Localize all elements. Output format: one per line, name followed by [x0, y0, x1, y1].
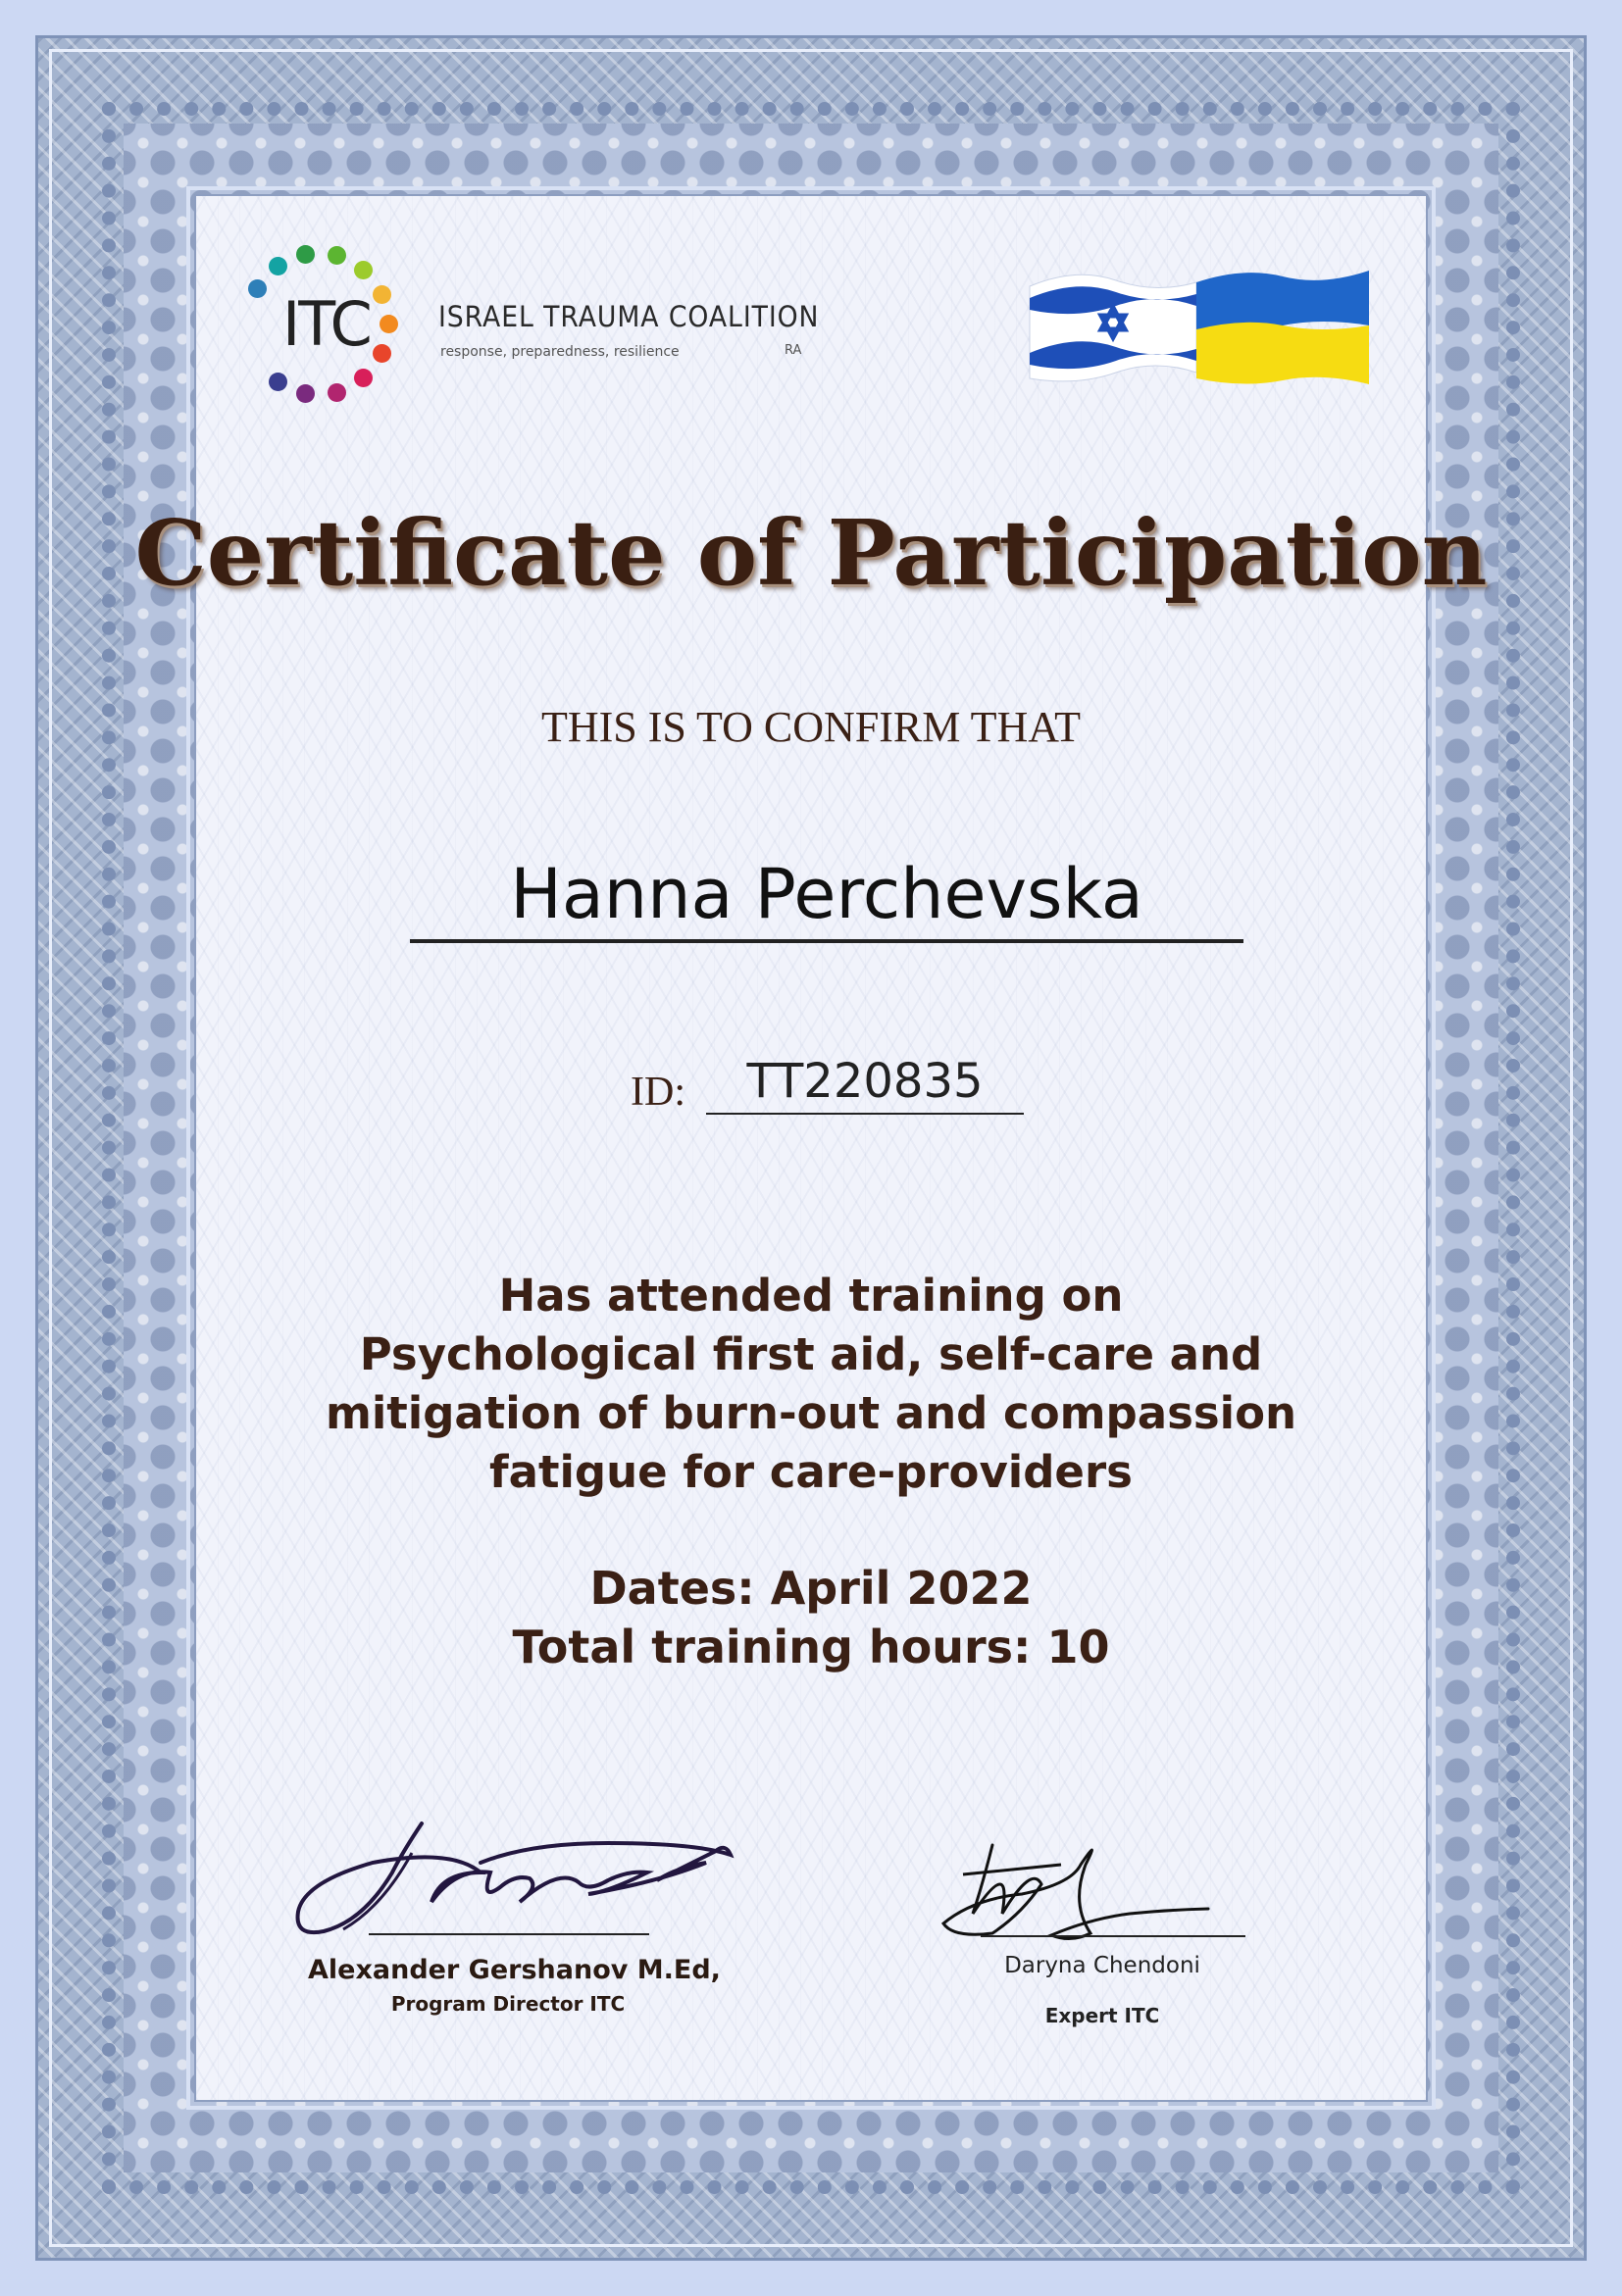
logo-dot [296, 384, 315, 403]
logo-dot [354, 369, 373, 387]
training-details [0, 1559, 1622, 1676]
logo-dot [328, 383, 346, 402]
logo-dot [373, 344, 391, 363]
logo-dot [269, 373, 287, 391]
signature-1 [284, 1814, 735, 1951]
id-line [706, 1051, 1024, 1115]
israel-flag-icon [1030, 275, 1196, 381]
flags [1028, 257, 1371, 394]
description-line: Has attended training on [498, 1270, 1124, 1322]
id-value: TT220835 [746, 1054, 984, 1109]
logo-dot [269, 257, 287, 275]
logo-text: ITC [282, 288, 371, 360]
signature-line [369, 1933, 649, 1935]
itc-logo [231, 239, 408, 416]
description-line: Psychological first aid, self-care and [359, 1328, 1263, 1380]
signatory-name: Daryna Chendoni [1004, 1953, 1200, 1978]
training-dates: Dates: April 2022 [589, 1562, 1033, 1615]
logo-dot [296, 245, 315, 264]
participant-name-line [410, 849, 1243, 943]
organization-name: ISRAEL TRAUMA COALITION [438, 300, 820, 333]
signature-line [981, 1935, 1245, 1937]
certificate-title: Certificate of Participation [134, 500, 1488, 606]
training-description [0, 1267, 1622, 1502]
id-label: ID: [631, 1070, 685, 1115]
organization-tagline: response, preparedness, resilience [440, 344, 680, 360]
logo-dot [248, 279, 267, 298]
participant-name: Hanna Perchevska [510, 854, 1143, 934]
signatory-role: Expert ITC [1044, 2004, 1160, 2027]
organization-suffix: RA [785, 343, 802, 358]
description-line: mitigation of burn-out and compassion [325, 1387, 1297, 1439]
confirm-statement: THIS IS TO CONFIRM THAT [540, 703, 1082, 751]
logo-dot [373, 285, 391, 304]
logo-dot [328, 246, 346, 265]
signatory-role: Program Director ITC [390, 1992, 626, 2016]
logo-dot [380, 315, 398, 333]
signature-2 [934, 1825, 1228, 1953]
logo-dot [354, 261, 373, 279]
description-line: fatigue for care-providers [489, 1446, 1133, 1498]
ukraine-flag-icon [1196, 271, 1369, 384]
signatory-name: Alexander Gershanov M.Ed, [308, 1955, 721, 1985]
training-hours: Total training hours: 10 [512, 1621, 1110, 1673]
